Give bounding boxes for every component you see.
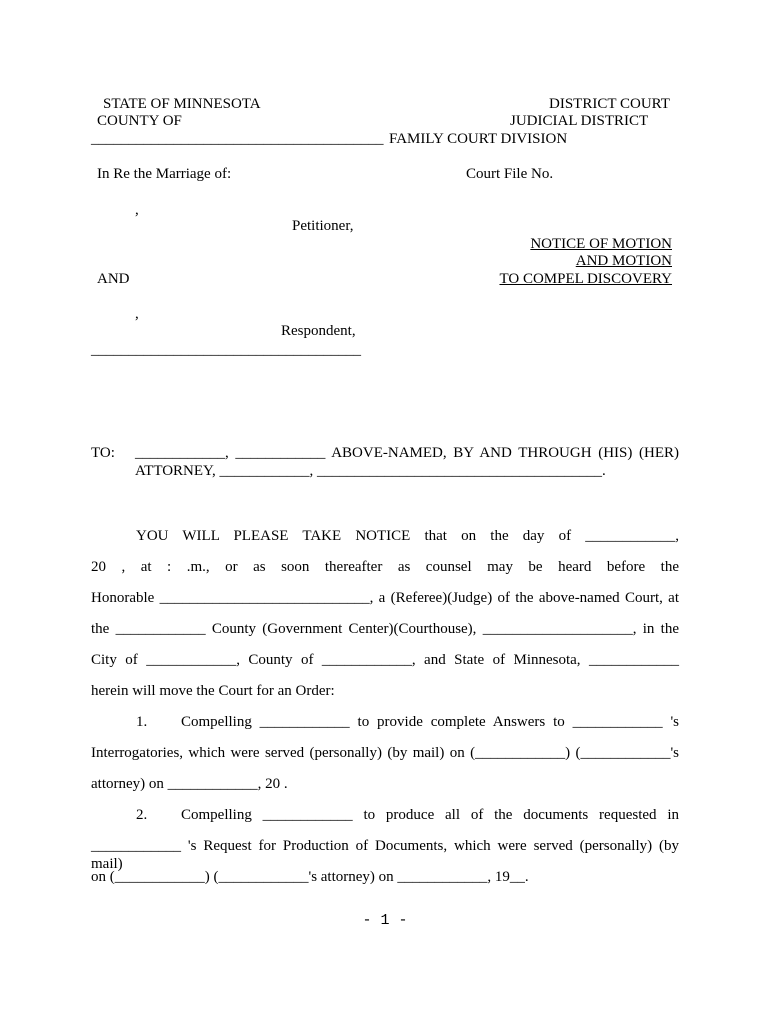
notice-line-2: 20 , at : .m., or as soon thereafter as counsel may be heard before the	[91, 559, 679, 575]
to-line-1: ____________, ____________ ABOVE-NAMED, BY AND THROUGH (HIS) (HER)	[135, 445, 679, 461]
item-2-number: 2.	[136, 807, 148, 823]
item-2-line-2: ____________ 's Request for Production of Documents, which were served (personally) (by mail)	[91, 838, 679, 872]
title-line-1: NOTICE OF MOTION	[530, 236, 672, 252]
judicial-district-label: JUDICIAL DISTRICT	[510, 113, 649, 129]
family-court-division-label: FAMILY COURT DIVISION	[389, 131, 568, 147]
item-1-line-2: Interrogatories, which were served (personally) (by mail) on (____________) (____________'s	[91, 745, 679, 761]
title-line-3: TO COMPEL DISCOVERY	[499, 271, 672, 287]
petitioner-name-comma: ,	[135, 202, 139, 218]
caption-bottom-rule: ____________________________________	[91, 342, 361, 358]
item-1-number: 1.	[136, 714, 148, 730]
to-line-2: ATTORNEY, ____________, ______________________________________.	[135, 463, 606, 479]
state-label: STATE OF MINNESOTA	[103, 96, 261, 112]
notice-line-4: the ____________ County (Government Center)(Courthouse), ____________________, in the	[91, 621, 679, 637]
county-blank-line: _______________________________________	[91, 131, 384, 147]
respondent-name-comma: ,	[135, 306, 139, 322]
to-label: TO:	[91, 445, 115, 461]
item-1-line-3: attorney) on ____________, 20 .	[91, 776, 288, 792]
item-2-line-1: Compelling ____________ to produce all of the documents requested in	[181, 807, 679, 823]
item-2-line-3: on (____________) (____________'s attorney) on ____________, 19__.	[91, 869, 529, 885]
respondent-label: Respondent,	[281, 323, 356, 339]
petitioner-label: Petitioner,	[292, 218, 354, 234]
notice-line-5: City of ____________, County of ____________, and State of Minnesota, ____________	[91, 652, 679, 668]
and-label: AND	[97, 271, 130, 287]
title-line-2: AND MOTION	[575, 253, 672, 269]
court-label: DISTRICT COURT	[549, 96, 670, 112]
court-file-number-label: Court File No.	[466, 166, 554, 182]
page-number: - 1 -	[362, 912, 408, 929]
in-re-marriage-label: In Re the Marriage of:	[97, 166, 232, 182]
notice-line-3: Honorable ____________________________, a (Referee)(Judge) of the above-named Court, at	[91, 590, 679, 606]
item-1-line-1: Compelling ____________ to provide complete Answers to ____________ 's	[181, 714, 679, 730]
county-label: COUNTY OF	[97, 113, 182, 129]
notice-line-6: herein will move the Court for an Order:	[91, 683, 335, 699]
notice-line-1: YOU WILL PLEASE TAKE NOTICE that on the day of ____________,	[136, 528, 679, 544]
